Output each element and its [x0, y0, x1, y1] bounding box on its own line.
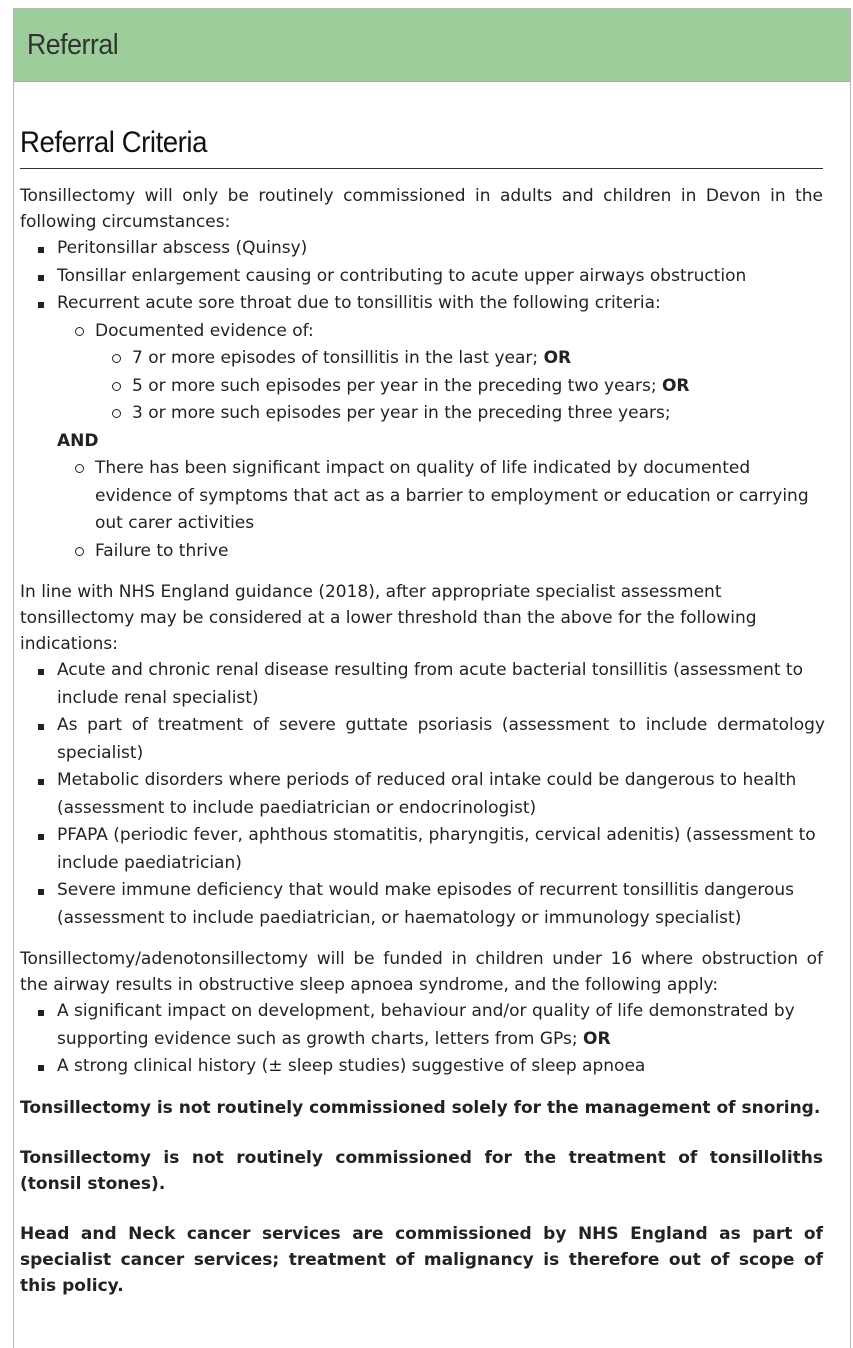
list-item-text: There has been significant impact on quality of life indicated by documented evidence of symptoms that act as a barrier to employment or education or carrying out carer activities: [95, 458, 809, 533]
indications-list: [20, 657, 823, 932]
list-item-text: Failure to thrive: [95, 540, 229, 561]
list-item-text: A significant impact on development, behaviour and/or quality of life demonstrated by supporting evidence such as growth charts, letters from GPs;: [57, 1001, 795, 1049]
list-item: [20, 318, 823, 346]
list-item: [20, 712, 825, 767]
episodes-sublist: [20, 345, 823, 428]
section-divider: [20, 168, 823, 169]
list-item-text: 3 or more such episodes per year in the preceding three years;: [132, 403, 671, 423]
list-item: [20, 455, 825, 538]
intro-paragraph: Tonsillectomy will only be routinely commissioned in adults and children in Devon in the following circumstances:: [20, 186, 823, 232]
list-item-text: 5 or more such episodes per year in the preceding two years;: [132, 375, 657, 396]
snoring-note: Tonsillectomy is not routinely commissioned solely for the management of snoring.: [20, 1097, 821, 1118]
spacer: [20, 1121, 823, 1145]
list-item: [20, 235, 823, 263]
list-item-text: A strong clinical history (± sleep studies) suggestive of sleep apnoea: [57, 1056, 646, 1076]
list-item: [20, 345, 823, 373]
list-item: [20, 400, 823, 428]
nhs-guidance-paragraph: In line with NHS England guidance (2018), after appropriate specialist assessment tonsillectomy may be considered at a lower threshold than the above for the following indications:: [20, 582, 757, 654]
list-item-text: 7 or more episodes of tonsillitis in the last year;: [132, 348, 539, 368]
panel-header: [14, 9, 850, 82]
list-item: [20, 877, 825, 932]
cancer-services-note: Head and Neck cancer services are commissioned by NHS England as part of specialist cancer services; treatment of malignancy is therefore out of scope of this policy.: [20, 1223, 823, 1296]
list-item-text: Recurrent acute sore throat due to tonsillitis with the following criteria:: [57, 293, 661, 313]
panel-title: Referral: [27, 29, 119, 61]
panel-content: [20, 124, 823, 1299]
list-item-text: As part of treatment of severe guttate psoriasis (assessment to include dermatology specialist): [57, 715, 825, 763]
and-label: AND: [57, 430, 99, 451]
list-item-text: PFAPA (periodic fever, aphthous stomatitis, pharyngitis, cervical adenitis) (assessment to include paediatrician): [57, 825, 816, 873]
list-item-text: Peritonsillar abscess (Quinsy): [57, 238, 308, 258]
list-item-text: Metabolic disorders where periods of reduced oral intake could be dangerous to health (assessment to include paediatrician or endocrinologist): [57, 770, 797, 818]
list-item: [20, 373, 823, 401]
spacer: [20, 1197, 823, 1221]
list-item: [20, 998, 825, 1053]
osa-list: [20, 998, 823, 1081]
list-item-text: Documented evidence of:: [95, 320, 314, 341]
list-item: [20, 290, 823, 318]
list-item: [20, 538, 823, 566]
or-label: OR: [543, 348, 572, 368]
list-item-text: Tonsillar enlargement causing or contributing to acute upper airways obstruction: [57, 265, 747, 286]
circumstances-list: [20, 235, 823, 318]
or-label: OR: [661, 375, 690, 396]
spacer: [20, 1081, 823, 1095]
spacer: [20, 565, 823, 579]
list-item: [20, 657, 825, 712]
criteria-sublist: [20, 318, 823, 346]
impact-sublist: [20, 455, 823, 565]
spacer: [20, 932, 823, 946]
osa-paragraph: Tonsillectomy/adenotonsillectomy will be funded in children under 16 where obstruction of the airway results in obstructive sleep apnoea syndrome, and the following apply:: [20, 949, 823, 995]
list-item: [20, 1053, 823, 1081]
list-item-text: Severe immune deficiency that would make episodes of recurrent tonsillitis dangerous (assessment to include paediatrician, or haematology or immunology specialist): [57, 880, 795, 928]
or-label: OR: [583, 1028, 611, 1049]
list-item-text: Acute and chronic renal disease resulting from acute bacterial tonsillitis (assessment to include renal specialist): [57, 660, 803, 708]
list-item: [20, 263, 823, 291]
tonsilloliths-note: Tonsillectomy is not routinely commissioned for the treatment of tonsilloliths (tonsil stones).: [20, 1147, 823, 1194]
list-item: [20, 767, 825, 822]
list-item: [20, 822, 825, 877]
section-title: Referral Criteria: [20, 126, 207, 159]
